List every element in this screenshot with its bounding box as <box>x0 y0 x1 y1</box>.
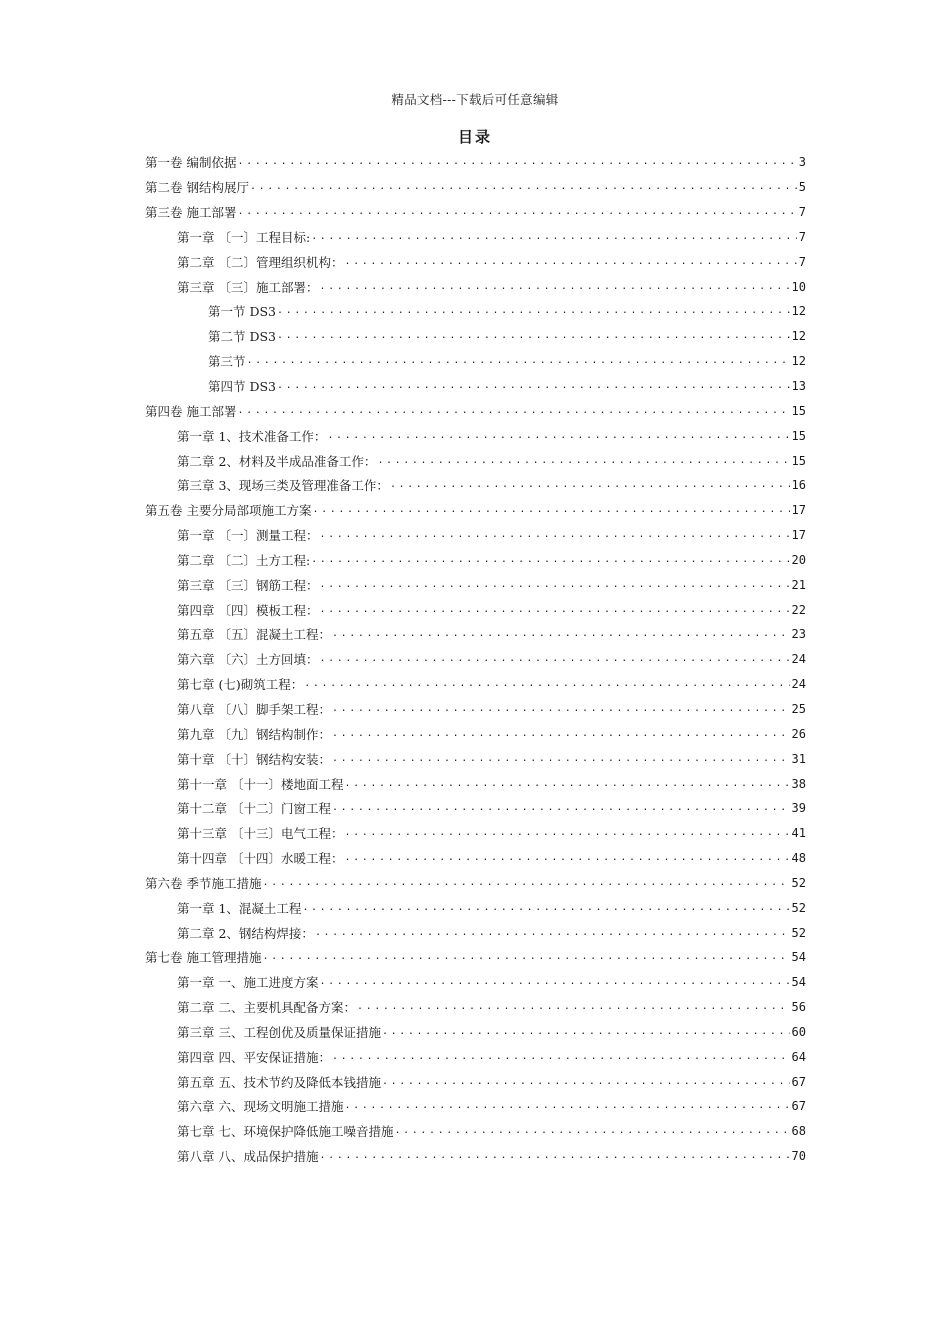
toc-page-number: 3 <box>798 155 806 170</box>
toc-entry-title: 第二节 DS3 <box>208 329 277 345</box>
toc-page-number: 39 <box>791 801 806 816</box>
toc-page-number: 52 <box>791 875 806 890</box>
toc-dot-leader <box>344 776 789 792</box>
toc-entry[interactable] <box>177 721 806 746</box>
toc-page-number: 15 <box>791 453 806 468</box>
toc-entry[interactable] <box>177 1020 806 1045</box>
toc-entry[interactable] <box>145 200 806 225</box>
toc-page-number: 54 <box>791 950 806 965</box>
toc-entry-title: 第五卷 主要分局部项施工方案 <box>145 503 312 519</box>
toc-dot-leader <box>237 204 796 220</box>
toc-page-number: 25 <box>791 701 806 716</box>
toc-entry[interactable] <box>145 175 806 200</box>
toc-entry[interactable] <box>208 299 806 324</box>
toc-dot-leader <box>332 726 790 742</box>
toc-entry-title: 第七章 (七)砌筑工程： <box>177 677 304 693</box>
toc-entry[interactable] <box>177 274 806 299</box>
toc-entry[interactable] <box>177 597 806 622</box>
toc-entry[interactable] <box>208 349 806 374</box>
toc-entry[interactable] <box>177 920 806 945</box>
table-of-contents <box>0 150 950 1169</box>
toc-entry[interactable] <box>177 523 806 548</box>
toc-page-number: 13 <box>791 379 806 394</box>
toc-dot-leader <box>344 254 796 270</box>
toc-entry[interactable] <box>177 225 806 250</box>
toc-entry[interactable] <box>208 324 806 349</box>
toc-title: 目录 <box>457 128 492 146</box>
toc-page-number: 5 <box>798 180 806 195</box>
toc-entry-title: 第五章 〔五〕混凝土工程： <box>177 627 331 643</box>
toc-entry[interactable] <box>145 498 806 523</box>
toc-page-number: 64 <box>791 1049 806 1064</box>
toc-entry-title: 第四章 〔四〕模板工程： <box>177 602 319 618</box>
toc-dot-leader <box>302 900 789 916</box>
toc-dot-leader <box>311 229 797 245</box>
toc-entry[interactable] <box>177 895 806 920</box>
toc-dot-leader <box>332 1049 790 1065</box>
toc-entry[interactable] <box>177 448 806 473</box>
toc-page-number: 24 <box>791 677 806 692</box>
toc-page-number: 48 <box>791 851 806 866</box>
toc-entry-title: 第二章 2、材料及半成品准备工作： <box>177 453 377 469</box>
toc-dot-leader <box>262 949 789 965</box>
toc-entry-title: 第三章 〔三〕钢筋工程： <box>177 577 319 593</box>
toc-dot-leader <box>332 626 790 642</box>
toc-entry-title: 第六章 〔六〕土方回填： <box>177 652 319 668</box>
toc-entry-title: 第二章 〔二〕管理组织机构： <box>177 254 344 270</box>
toc-dot-leader <box>394 1123 789 1139</box>
toc-entry-title: 第二卷 钢结构展厅 <box>145 180 249 196</box>
toc-dot-leader <box>312 502 789 518</box>
toc-entry-title: 第七卷 施工管理措施 <box>145 950 262 966</box>
toc-dot-leader <box>304 676 789 692</box>
toc-page-number: 23 <box>791 627 806 642</box>
toc-dot-leader <box>332 751 790 767</box>
toc-entry[interactable] <box>177 846 806 871</box>
toc-entry-title: 第十一章 〔十一〕楼地面工程 <box>177 776 344 792</box>
toc-page-number: 21 <box>791 577 806 592</box>
toc-page-number: 12 <box>791 304 806 319</box>
toc-entry[interactable] <box>177 572 806 597</box>
toc-entry[interactable] <box>177 249 806 274</box>
toc-page-number: 54 <box>791 975 806 990</box>
toc-entry[interactable] <box>177 548 806 573</box>
toc-page-number: 26 <box>791 726 806 741</box>
toc-page-number: 7 <box>798 229 806 244</box>
toc-entry[interactable] <box>145 945 806 970</box>
toc-page-number: 17 <box>791 503 806 518</box>
toc-dot-leader <box>247 353 790 369</box>
toc-dot-leader <box>319 602 789 618</box>
toc-entry-title: 第二章 2、钢结构焊接： <box>177 925 314 941</box>
toc-dot-leader <box>357 999 790 1015</box>
toc-entry[interactable] <box>177 473 806 498</box>
toc-entry-title: 第一章 1、混凝土工程 <box>177 900 302 916</box>
toc-entry[interactable] <box>177 1094 806 1119</box>
toc-entry-title: 第十四章 〔十四〕水暖工程： <box>177 851 344 867</box>
toc-dot-leader <box>319 577 789 593</box>
toc-entry-title: 第一章 〔一〕工程目标: <box>177 229 311 245</box>
toc-entry[interactable] <box>177 1044 806 1069</box>
toc-entry-title: 第十三章 〔十三〕电气工程： <box>177 826 344 842</box>
toc-page-number: 10 <box>791 279 806 294</box>
toc-dot-leader <box>250 179 797 195</box>
toc-entry-title: 第八章 〔八〕脚手架工程： <box>177 701 331 717</box>
toc-page-number: 52 <box>791 925 806 940</box>
toc-entry[interactable] <box>177 1069 806 1094</box>
toc-entry-title: 第六卷 季节施工措施 <box>145 875 262 891</box>
toc-entry-title: 第一卷 编制依据 <box>145 155 237 171</box>
toc-page-number: 20 <box>791 552 806 567</box>
toc-entry[interactable] <box>177 821 806 846</box>
toc-entry[interactable] <box>177 672 806 697</box>
toc-page-number: 41 <box>791 826 806 841</box>
toc-entry-title: 第二章 〔二〕土方工程: <box>177 552 311 568</box>
toc-dot-leader <box>390 477 790 493</box>
toc-dot-leader <box>319 527 789 543</box>
toc-dot-leader <box>237 154 796 170</box>
toc-entry[interactable] <box>177 423 806 448</box>
toc-entry-title: 第四节 DS3 <box>208 379 277 395</box>
toc-entry[interactable] <box>177 697 806 722</box>
toc-entry-title: 第三章 〔三〕施工部署： <box>177 279 319 295</box>
toc-entry-title: 第六章 六、现场文明施工措施 <box>177 1099 344 1115</box>
toc-entry[interactable] <box>208 374 806 399</box>
toc-page-number: 56 <box>791 1000 806 1015</box>
toc-entry[interactable] <box>145 150 806 175</box>
toc-entry-title: 第一章 1、技术准备工作： <box>177 428 327 444</box>
page-header: 精品文档---下载后可任意编辑 <box>391 92 559 107</box>
toc-entry[interactable] <box>177 746 806 771</box>
toc-entry[interactable] <box>177 970 806 995</box>
toc-page-number: 15 <box>791 403 806 418</box>
toc-page-number: 52 <box>791 900 806 915</box>
toc-dot-leader <box>237 403 789 419</box>
toc-page-number: 12 <box>791 329 806 344</box>
toc-entry[interactable] <box>177 771 806 796</box>
toc-dot-leader <box>382 1074 790 1090</box>
toc-page-number: 22 <box>791 602 806 617</box>
toc-dot-leader <box>319 974 789 990</box>
toc-entry-title: 第四章 四、平安保证措施： <box>177 1049 331 1065</box>
toc-entry[interactable] <box>145 398 806 423</box>
toc-entry-title: 第一节 DS3 <box>208 304 277 320</box>
toc-dot-leader <box>277 303 790 319</box>
toc-entry-title: 第八章 八、成品保护措施 <box>177 1149 319 1165</box>
toc-entry-title: 第五章 五、技术节约及降低本钱措施 <box>177 1074 381 1090</box>
toc-page-number: 7 <box>798 205 806 220</box>
toc-page-number: 15 <box>791 428 806 443</box>
toc-dot-leader <box>277 378 790 394</box>
toc-dot-leader <box>382 1024 790 1040</box>
toc-entry-title: 第十二章 〔十二〕门窗工程 <box>177 801 331 817</box>
toc-page-number: 16 <box>791 478 806 493</box>
toc-page-number: 38 <box>791 776 806 791</box>
toc-dot-leader <box>319 1148 789 1164</box>
toc-dot-leader <box>315 925 790 941</box>
toc-dot-leader <box>332 701 790 717</box>
toc-entry-title: 第一章 〔一〕测量工程： <box>177 528 319 544</box>
toc-dot-leader <box>327 428 789 444</box>
toc-page-number: 68 <box>791 1124 806 1139</box>
toc-entry-title: 第二章 二、主要机具配备方案： <box>177 1000 356 1016</box>
toc-entry-title: 第四卷 施工部署 <box>145 403 237 419</box>
toc-entry[interactable] <box>177 1119 806 1144</box>
toc-dot-leader <box>311 552 789 568</box>
toc-dot-leader <box>332 800 790 816</box>
toc-entry[interactable] <box>177 796 806 821</box>
toc-page-number: 60 <box>791 1024 806 1039</box>
toc-entry[interactable] <box>177 1144 806 1169</box>
toc-dot-leader <box>262 875 789 891</box>
toc-entry-title: 第一章 一、施工进度方案 <box>177 975 319 991</box>
toc-entry-title: 第三章 3、现场三类及管理准备工作： <box>177 478 389 494</box>
toc-entry-title: 第三节 <box>208 354 246 370</box>
toc-page-number: 31 <box>791 751 806 766</box>
toc-dot-leader <box>344 850 789 866</box>
toc-entry[interactable] <box>177 622 806 647</box>
toc-page-number: 24 <box>791 652 806 667</box>
toc-entry-title: 第三卷 施工部署 <box>145 205 237 221</box>
toc-page-number: 67 <box>791 1099 806 1114</box>
toc-entry[interactable] <box>177 647 806 672</box>
toc-dot-leader <box>377 453 789 469</box>
toc-page-number: 7 <box>798 254 806 269</box>
toc-dot-leader <box>344 1098 789 1114</box>
toc-entry-title: 第九章 〔九〕钢结构制作： <box>177 726 331 742</box>
toc-entry[interactable] <box>177 995 806 1020</box>
toc-dot-leader <box>277 328 790 344</box>
toc-entry-title: 第七章 七、环境保护降低施工噪音措施 <box>177 1124 394 1140</box>
toc-page-number: 17 <box>791 528 806 543</box>
toc-page-number: 67 <box>791 1074 806 1089</box>
toc-entry-title: 第十章 〔十〕钢结构安装： <box>177 751 331 767</box>
toc-dot-leader <box>319 279 789 295</box>
toc-page-number: 70 <box>791 1149 806 1164</box>
toc-page-number: 12 <box>791 354 806 369</box>
toc-dot-leader <box>319 651 789 667</box>
toc-entry-title: 第三章 三、工程创优及质量保证措施 <box>177 1024 381 1040</box>
toc-dot-leader <box>344 825 789 841</box>
toc-entry[interactable] <box>145 870 806 895</box>
